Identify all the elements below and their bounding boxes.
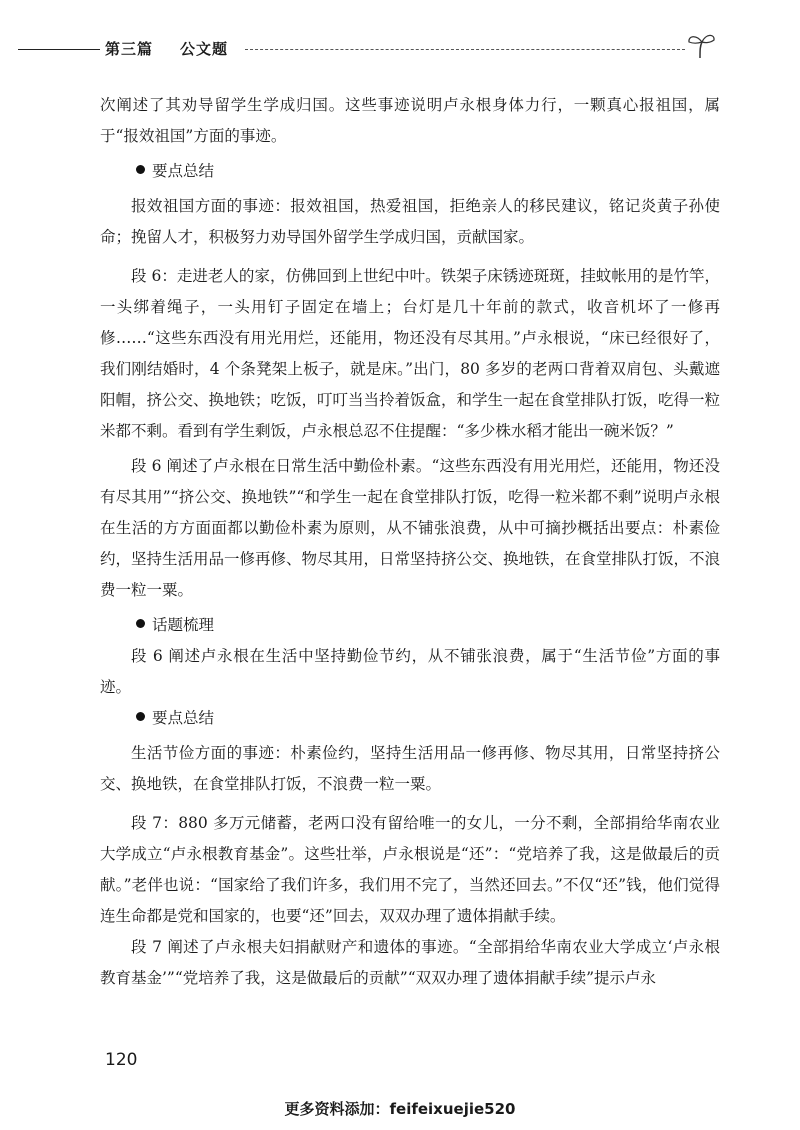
bullet-heading: 要点总结 — [100, 703, 720, 734]
header-title: 公文题 — [180, 40, 229, 58]
bullet-dot-icon — [136, 165, 145, 174]
paragraph: 段 7：880 多万元储蓄，老两口没有留给唯一的女儿，一分不剩，全部捐给华南农业大学成立“卢永根教育基金”。这些壮举，卢永根说是“还”：“党培养了我，这是做最后的贡献。”老伴也说：“国家给了我们许多，我们用不完了，当然还回去。”不仅“还”钱，他们觉得连生命都是党和国家的，也要“还”回去，双双办理了遗体捐献手续。 — [100, 814, 720, 925]
header-section: 第三篇 — [105, 40, 154, 58]
paragraph: 段 6：走进老人的家，仿佛回到上世纪中叶。铁架子床锈迹斑斑，挂蚊帐用的是竹竿，一头绑着绳子，一头用钉子固定在墙上；台灯是几十年前的款式，收音机坏了一修再修……“这些东西没有用光用烂，还能用，物还没有尽其用。”卢永根说，“床已经很好了，我们刚结婚时，4 个条凳架上板子，就是床。”出门，80 多岁的老两口背着双肩包、头戴遮阳帽，挤公交、换地铁；吃饭，叮叮当当拎着饭盒，和学生一起在食堂排队打饭，吃得一粒米都不剩。看到有学生剩饭，卢永根总忍不住提醒：“多少株水稻才能出一碗米饭？” — [100, 267, 721, 440]
header-rule-right — [245, 49, 685, 50]
paragraph: 段 7 阐述了卢永根夫妇捐献财产和遗体的事迹。“全部捐给华南农业大学成立‘卢永根教育基金’”“党培养了我，这是做最后的贡献”“双双办理了遗体捐献手续”提示卢永 — [100, 938, 720, 987]
paragraph: 次阐述了其劝导留学生学成归国。这些事迹说明卢永根身体力行，一颗真心报祖国，属于“报效祖国”方面的事迹。 — [100, 96, 720, 145]
paragraph: 段 6 阐述了卢永根在日常生活中勤俭朴素。“这些东西没有用光用烂，还能用，物还没有尽其用”“挤公交、换地铁”“和学生一起在食堂排队打饭，吃得一粒米都不剩”说明卢永根在生活的方方面面都以勤俭朴素为原则，从不铺张浪费，从中可摘抄概括出要点：朴素俭约，坚持生活用品一修再修、物尽其用，日常坚持挤公交、换地铁，在食堂排队打饭，不浪费一粒一粟。 — [100, 457, 721, 599]
page-header — [0, 30, 800, 60]
header-rule-left — [18, 49, 100, 50]
bullet-heading: 话题梳理 — [100, 610, 720, 641]
paragraph: 生活节俭方面的事迹：朴素俭约，坚持生活用品一修再修、物尽其用，日常坚持挤公交、换地铁，在食堂排队打饭，不浪费一粒一粟。 — [100, 744, 720, 793]
bullet-heading: 要点总结 — [100, 156, 720, 187]
paragraph: 段 6 阐述卢永根在生活中坚持勤俭节约，从不铺张浪费，属于“生活节俭”方面的事迹。 — [100, 647, 720, 696]
bullet-dot-icon — [136, 619, 145, 628]
page-body — [100, 90, 720, 994]
page-number: 120 — [105, 1050, 138, 1070]
paragraph: 报效祖国方面的事迹：报效祖国，热爱祖国，拒绝亲人的移民建议，铭记炎黄子孙使命；挽留人才，积极努力劝导国外留学生学成归国，贡献国家。 — [100, 197, 720, 246]
footer-note: 更多资料添加：feifeixuejie520 — [284, 1100, 516, 1118]
bullet-dot-icon — [136, 712, 145, 721]
sprout-icon — [680, 30, 720, 60]
